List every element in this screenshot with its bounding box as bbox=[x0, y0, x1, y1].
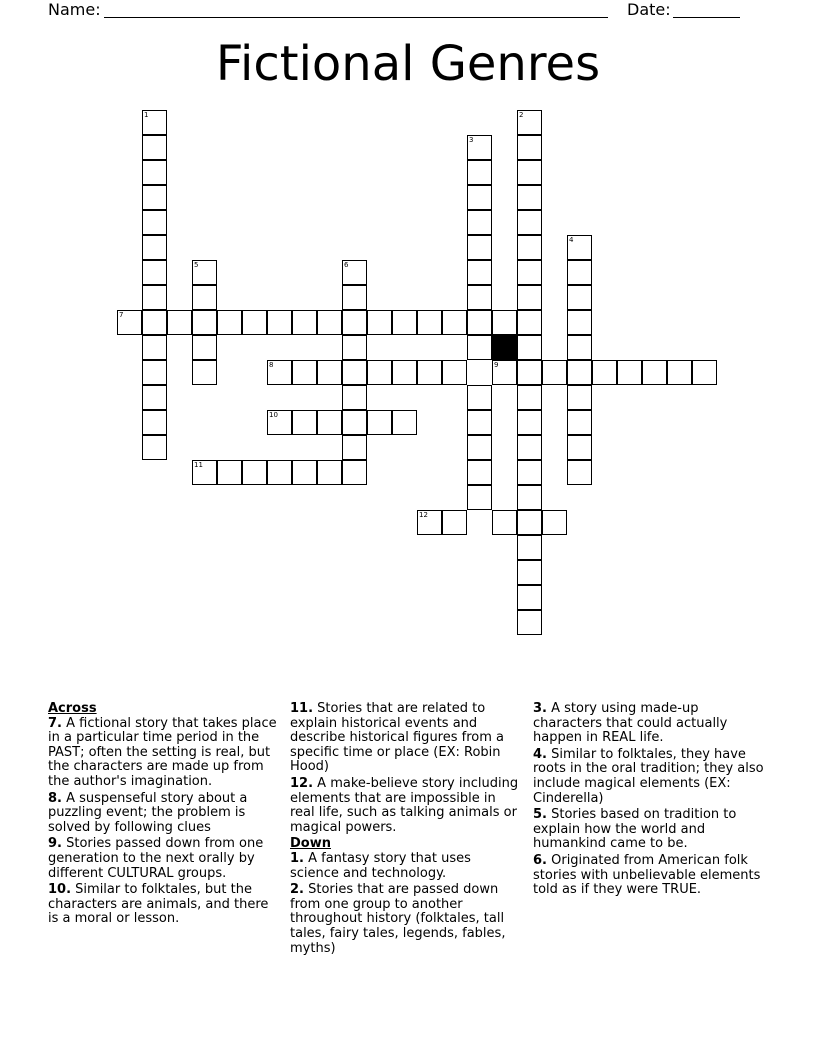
crossword-cell[interactable] bbox=[467, 185, 492, 210]
clue-text: A fictional story that takes place in a particular time period in the PAST; often the setting is real, but the characters are made up from the author's imagination. bbox=[48, 715, 277, 789]
crossword-cell[interactable] bbox=[467, 485, 492, 510]
crossword-cell[interactable] bbox=[517, 560, 542, 585]
crossword-cell[interactable] bbox=[242, 460, 267, 485]
clue-text: A fantasy story that uses science and technology. bbox=[290, 850, 471, 881]
crossword-cell[interactable] bbox=[467, 235, 492, 260]
clue-number: 1 bbox=[144, 111, 149, 119]
crossword-cell[interactable] bbox=[342, 310, 367, 335]
crossword-cell[interactable] bbox=[342, 385, 367, 410]
clue-text: Stories based on tradition to explain how the world and humankind came to be. bbox=[533, 807, 737, 852]
clue-number: 12. bbox=[290, 775, 314, 791]
clue-item bbox=[48, 792, 281, 836]
clue-text: Originated from American folk stories with unbelievable elements told as if they were TRUE. bbox=[533, 852, 761, 898]
clues-column-3 bbox=[533, 702, 768, 900]
clue-number: 11. bbox=[290, 701, 314, 716]
clue-number: 11 bbox=[194, 461, 203, 469]
crossword-cell[interactable] bbox=[467, 160, 492, 185]
crossword-cell[interactable] bbox=[367, 310, 392, 335]
crossword-cell[interactable] bbox=[342, 410, 367, 435]
crossword-cell[interactable] bbox=[142, 410, 167, 435]
crossword-cell[interactable] bbox=[192, 285, 217, 310]
crossword-cell[interactable] bbox=[242, 310, 267, 335]
crossword-cell[interactable] bbox=[542, 510, 567, 535]
crossword-cell[interactable] bbox=[667, 360, 692, 385]
crossword-cell[interactable] bbox=[142, 310, 167, 335]
crossword-cell[interactable] bbox=[642, 360, 667, 385]
crossword-cell[interactable] bbox=[142, 210, 167, 235]
clue-text: Similar to folktales, they have roots in the oral tradition; they also include magical elements (EX: Cinderella) bbox=[533, 746, 764, 806]
crossword-cell[interactable] bbox=[517, 335, 542, 360]
crossword-cell[interactable] bbox=[467, 310, 492, 335]
date-label: Date: bbox=[627, 0, 671, 19]
crossword-cell[interactable] bbox=[517, 260, 542, 285]
crossword-cell[interactable] bbox=[417, 510, 442, 535]
crossword-cell[interactable] bbox=[217, 310, 242, 335]
crossword-cell[interactable] bbox=[367, 410, 392, 435]
crossword-cell[interactable] bbox=[142, 135, 167, 160]
crossword-cell[interactable] bbox=[492, 510, 517, 535]
crossword-cell[interactable] bbox=[567, 410, 592, 435]
crossword-cell[interactable] bbox=[517, 360, 542, 385]
clue-text: Similar to folktales, but the characters are animals, and there is a moral or lesson. bbox=[48, 882, 269, 927]
clue-text: Stories that are related to explain historical events and describe historical figures from a specific time or place (EX: Robin Hood) bbox=[290, 701, 504, 775]
crossword-cell[interactable] bbox=[317, 410, 342, 435]
crossword-cell[interactable] bbox=[342, 335, 367, 360]
crossword-cell[interactable] bbox=[542, 360, 567, 385]
crossword-cell[interactable] bbox=[517, 110, 542, 135]
clue-number: 4. bbox=[533, 746, 547, 762]
crossword-cell[interactable] bbox=[117, 310, 142, 335]
clue-item bbox=[48, 717, 281, 790]
crossword-cell[interactable] bbox=[517, 185, 542, 210]
clue-item bbox=[533, 702, 768, 746]
crossword-cell[interactable] bbox=[567, 360, 592, 385]
crossword-cell[interactable] bbox=[517, 385, 542, 410]
crossword-cell[interactable] bbox=[467, 210, 492, 235]
crossword-cell[interactable] bbox=[442, 510, 467, 535]
crossword-cell[interactable] bbox=[567, 460, 592, 485]
crossword-cell[interactable] bbox=[517, 585, 542, 610]
crossword-cell[interactable] bbox=[317, 360, 342, 385]
clue-text: Stories passed down from one generation to the next orally by different CULTURAL groups. bbox=[48, 836, 264, 881]
clue-number: 7 bbox=[119, 311, 124, 319]
clue-item bbox=[533, 748, 768, 806]
crossword-cell[interactable] bbox=[192, 335, 217, 360]
black-square bbox=[492, 335, 517, 360]
clue-number: 5 bbox=[194, 261, 199, 269]
clues-column-1 bbox=[48, 702, 281, 929]
crossword-cell[interactable] bbox=[517, 210, 542, 235]
crossword-cell[interactable] bbox=[567, 335, 592, 360]
clue-item bbox=[533, 854, 768, 898]
crossword-cell[interactable] bbox=[467, 335, 492, 360]
crossword-cell[interactable] bbox=[517, 535, 542, 560]
clue-text: A suspenseful story about a puzzling event; the problem is solved by following clues bbox=[48, 790, 248, 835]
crossword-cell[interactable] bbox=[517, 435, 542, 460]
crossword-cell[interactable] bbox=[342, 285, 367, 310]
crossword-cell[interactable] bbox=[567, 435, 592, 460]
crossword-cell[interactable] bbox=[492, 360, 517, 385]
crossword-cell[interactable] bbox=[467, 460, 492, 485]
crossword-cell[interactable] bbox=[142, 360, 167, 385]
crossword-cell[interactable] bbox=[517, 235, 542, 260]
crossword-cell[interactable] bbox=[392, 310, 417, 335]
crossword-cell[interactable] bbox=[292, 360, 317, 385]
crossword-cell[interactable] bbox=[517, 410, 542, 435]
crossword-cell[interactable] bbox=[267, 410, 292, 435]
clue-number: 2 bbox=[519, 111, 524, 119]
clue-number: 5. bbox=[533, 807, 547, 823]
crossword-cell[interactable] bbox=[142, 235, 167, 260]
crossword-cell[interactable] bbox=[467, 285, 492, 310]
clue-number: 12 bbox=[419, 511, 428, 519]
crossword-cell[interactable] bbox=[567, 385, 592, 410]
crossword-cell[interactable] bbox=[267, 360, 292, 385]
crossword-cell[interactable] bbox=[292, 460, 317, 485]
crossword-cell[interactable] bbox=[292, 410, 317, 435]
crossword-cell[interactable] bbox=[192, 260, 217, 285]
crossword-cell[interactable] bbox=[467, 135, 492, 160]
crossword-cell[interactable] bbox=[417, 310, 442, 335]
crossword-cell[interactable] bbox=[292, 310, 317, 335]
crossword-cell[interactable] bbox=[317, 310, 342, 335]
crossword-cell[interactable] bbox=[617, 360, 642, 385]
clue-number: 9 bbox=[494, 361, 499, 369]
crossword-cell[interactable] bbox=[342, 460, 367, 485]
crossword-cell[interactable] bbox=[692, 360, 717, 385]
crossword-cell[interactable] bbox=[142, 385, 167, 410]
page-title: Fictional Genres bbox=[215, 36, 601, 92]
clue-number: 2. bbox=[290, 882, 304, 898]
crossword-cell[interactable] bbox=[517, 510, 542, 535]
clue-text: Stories that are passed down from one group to another throughout history (folktales, tall tales, fairy tales, legends, fables, myths) bbox=[290, 882, 506, 956]
name-label: Name: bbox=[48, 0, 101, 19]
crossword-cell[interactable] bbox=[517, 310, 542, 335]
crossword-cell[interactable] bbox=[517, 460, 542, 485]
clue-section-heading: Across bbox=[48, 701, 97, 716]
crossword-cell[interactable] bbox=[142, 435, 167, 460]
crossword-cell[interactable] bbox=[567, 310, 592, 335]
crossword-cell[interactable] bbox=[567, 260, 592, 285]
crossword-cell[interactable] bbox=[392, 410, 417, 435]
crossword-cell[interactable] bbox=[267, 310, 292, 335]
crossword-cell[interactable] bbox=[142, 335, 167, 360]
clue-item bbox=[290, 702, 522, 775]
crossword-cell[interactable] bbox=[567, 235, 592, 260]
worksheet-header bbox=[48, 0, 748, 22]
crossword-cell[interactable] bbox=[517, 485, 542, 510]
crossword-cell[interactable] bbox=[167, 310, 192, 335]
crossword-cell[interactable] bbox=[342, 360, 367, 385]
crossword-cell[interactable] bbox=[517, 610, 542, 635]
clue-section-heading: Down bbox=[290, 836, 331, 852]
clue-number: 10 bbox=[269, 411, 278, 419]
crossword-cell[interactable] bbox=[192, 460, 217, 485]
clue-text: A story using made-up characters that could actually happen in REAL life. bbox=[533, 701, 728, 746]
clue-number: 6 bbox=[344, 261, 349, 269]
clue-item bbox=[290, 777, 522, 835]
crossword-cell[interactable] bbox=[467, 260, 492, 285]
crossword-cell[interactable] bbox=[467, 435, 492, 460]
clue-item bbox=[48, 837, 281, 881]
clue-text: A make-believe story including elements that are impossible in real life, such as talking animals or magical powers. bbox=[290, 775, 519, 835]
crossword-cell[interactable] bbox=[517, 135, 542, 160]
clue-number: 9. bbox=[48, 836, 62, 852]
clue-number: 4 bbox=[569, 236, 574, 244]
crossword-cell[interactable] bbox=[417, 360, 442, 385]
crossword-cell[interactable] bbox=[142, 110, 167, 135]
date-line[interactable] bbox=[673, 17, 740, 18]
clue-item bbox=[533, 808, 768, 852]
crossword-cell[interactable] bbox=[142, 260, 167, 285]
clue-number: 6. bbox=[533, 852, 547, 868]
crossword-cell[interactable] bbox=[517, 285, 542, 310]
crossword-cell[interactable] bbox=[392, 360, 417, 385]
clue-number: 7. bbox=[48, 715, 62, 731]
clue-number: 8. bbox=[48, 790, 62, 806]
clue-item bbox=[290, 852, 522, 881]
crossword-cell[interactable] bbox=[467, 385, 492, 410]
crossword-cell[interactable] bbox=[442, 310, 467, 335]
clue-number: 10. bbox=[48, 882, 72, 898]
crossword-cell[interactable] bbox=[342, 435, 367, 460]
crossword-cell[interactable] bbox=[517, 160, 542, 185]
crossword-cell[interactable] bbox=[142, 160, 167, 185]
clue-number: 3. bbox=[533, 701, 547, 716]
crossword-cell[interactable] bbox=[142, 185, 167, 210]
clue-number: 8 bbox=[269, 361, 274, 369]
crossword-cell[interactable] bbox=[342, 260, 367, 285]
crossword-cell[interactable] bbox=[492, 310, 517, 335]
crossword-cell[interactable] bbox=[142, 285, 167, 310]
clue-item bbox=[290, 883, 522, 956]
crossword-cell[interactable] bbox=[467, 410, 492, 435]
crossword-cell[interactable] bbox=[567, 285, 592, 310]
crossword-cell[interactable] bbox=[217, 460, 242, 485]
crossword-cell[interactable] bbox=[267, 460, 292, 485]
clues-column-2 bbox=[290, 702, 522, 958]
crossword-cell[interactable] bbox=[367, 360, 392, 385]
clue-number: 3 bbox=[469, 136, 474, 144]
crossword-cell[interactable] bbox=[442, 360, 467, 385]
crossword-cell[interactable] bbox=[317, 460, 342, 485]
crossword-cell[interactable] bbox=[592, 360, 617, 385]
crossword-cell[interactable] bbox=[192, 310, 217, 335]
name-line[interactable] bbox=[104, 17, 608, 18]
crossword-cell[interactable] bbox=[192, 360, 217, 385]
clue-number: 1. bbox=[290, 850, 304, 866]
clue-item bbox=[48, 883, 281, 927]
